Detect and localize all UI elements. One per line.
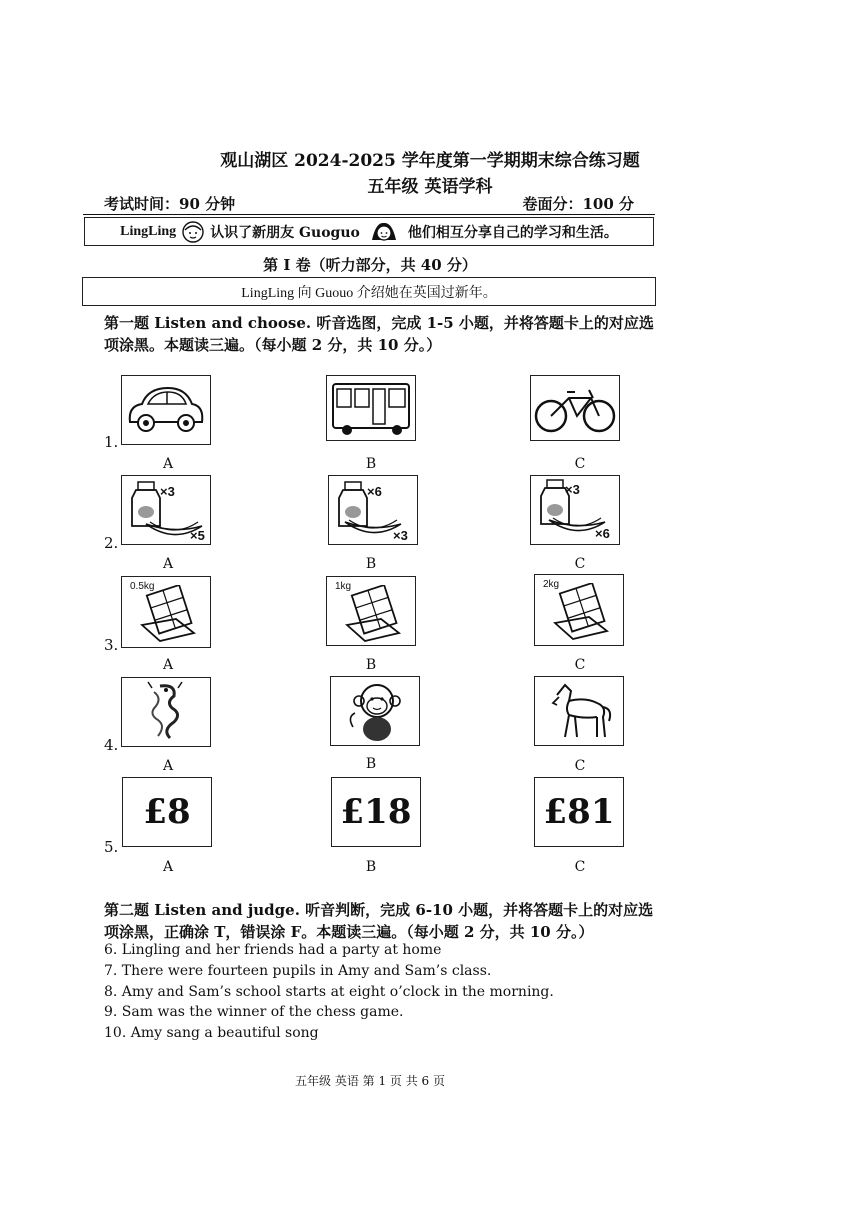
q2-option-b[interactable] [328,475,418,545]
exam-score: 卷面分：100 分 [522,195,634,213]
intro-text-1: 认识了新朋友 Guoguo [210,224,360,241]
exam-subtitle: 五年级 英语学科 [367,177,493,197]
q3b-weight: 1kg [335,581,352,592]
statement-8: 8. Amy and Sam’s school starts at eight o’clock in the morning. [104,984,554,1000]
q1-option-b-bus[interactable] [326,375,416,441]
guoguo-face-icon [366,220,402,244]
question-5-number: 5. [104,838,119,856]
chocolate-icon [549,583,619,643]
q5-option-b[interactable] [331,777,421,847]
q2a-bottle-count: ×3 [160,484,175,499]
q4-option-a-dragon[interactable] [121,677,211,747]
q1-letter-c: C [574,456,586,472]
bus-icon [327,376,415,440]
q3c-weight: 2kg [543,579,560,590]
q5a-price: £8 [143,792,191,832]
lingling-face-icon [182,221,204,243]
q3-letter-b: B [365,657,377,673]
q4-letter-b: B [365,756,377,772]
scene-text: LingLing 向 Guouo 介绍她在英国过新年。 [241,285,497,301]
section1-text: 听音选图，完成 1-5 小题，并将答题卡上的对应选项涂黑。本题读三遍。（每小题 2 分，共 10 分。） [104,314,654,354]
q5-letter-c: C [574,859,586,875]
q3-option-c[interactable] [534,574,624,646]
q1-letter-a: A [162,456,174,472]
q3a-weight: 0.5kg [130,581,155,592]
q1-option-a-car[interactable] [121,375,211,445]
q2a-banana-count: ×5 [190,528,205,543]
intro-text-2: 他们相互分享自己的学习和生活。 [407,224,618,241]
q5-letter-b: B [365,859,377,875]
q2-option-c[interactable] [530,475,620,545]
question-2-number: 2. [104,534,119,552]
chocolate-icon [341,585,411,645]
q4-letter-c: C [574,758,586,774]
q3-option-b[interactable] [326,576,416,646]
q2c-bottle-count: ×3 [565,482,580,497]
q3-letter-c: C [574,657,586,673]
q2-letter-b: B [365,556,377,572]
intro-name-lingling: LingLing [120,223,177,239]
bike-icon [531,376,619,440]
question-1-number: 1. [104,433,119,451]
q2b-bottle-count: ×6 [367,484,382,499]
page-footer: 五年级 英语 第 1 页 共 6 页 [295,1074,445,1088]
horse-icon [535,677,623,745]
statement-10: 10. Amy sang a beautiful song [104,1025,319,1041]
q5c-price: £81 [543,792,615,832]
q3-letter-a: A [162,657,174,673]
exam-title: 观山湖区 2024-2025 学年度第一学期期末综合练习题 [220,151,640,171]
section2-text: 听音判断，完成 6-10 小题，并将答题卡上的对应选项涂黑，正确涂 T，错误涂 F。本题读三遍。（每小题 2 分，共 10 分。） [104,901,654,941]
dragon-icon [122,678,210,746]
q2-option-a[interactable] [121,475,211,545]
q1-option-c-bike[interactable] [530,375,620,441]
statement-6: 6. Lingling and her friends had a party at home [104,942,442,958]
q2b-banana-count: ×3 [393,528,408,543]
q4-option-c-horse[interactable] [534,676,624,746]
q5-option-a[interactable] [122,777,212,847]
monkey-icon [331,677,419,745]
statement-9: 9. Sam was the winner of the chess game. [104,1004,404,1020]
q5b-price: £18 [340,792,412,832]
exam-time: 考试时间：90 分钟 [104,195,236,213]
question-3-number: 3. [104,636,119,654]
q3-option-a[interactable] [121,576,211,648]
intro-box [84,217,654,246]
section2-title: 第二题 Listen and judge. [104,901,300,919]
question-4-number: 4. [104,736,119,754]
q2c-banana-count: ×6 [595,526,610,541]
q5-letter-a: A [162,859,174,875]
statement-7: 7. There were fourteen pupils in Amy and Sam’s class. [104,963,492,979]
q1-letter-b: B [365,456,377,472]
section2-instructions [104,899,664,943]
section1-title: 第一题 Listen and choose. [104,314,312,332]
q4-option-b-monkey[interactable] [330,676,420,746]
q2-letter-a: A [162,556,174,572]
q2-letter-c: C [574,556,586,572]
scene-box [82,277,656,306]
chocolate-icon [136,585,206,645]
q5-option-c[interactable] [534,777,624,847]
car-icon [122,376,210,444]
header-rule [83,214,655,215]
section1-instructions [104,312,664,356]
q4-letter-a: A [162,758,174,774]
part1-title: 第 I 卷（听力部分，共 40 分） [263,256,477,274]
